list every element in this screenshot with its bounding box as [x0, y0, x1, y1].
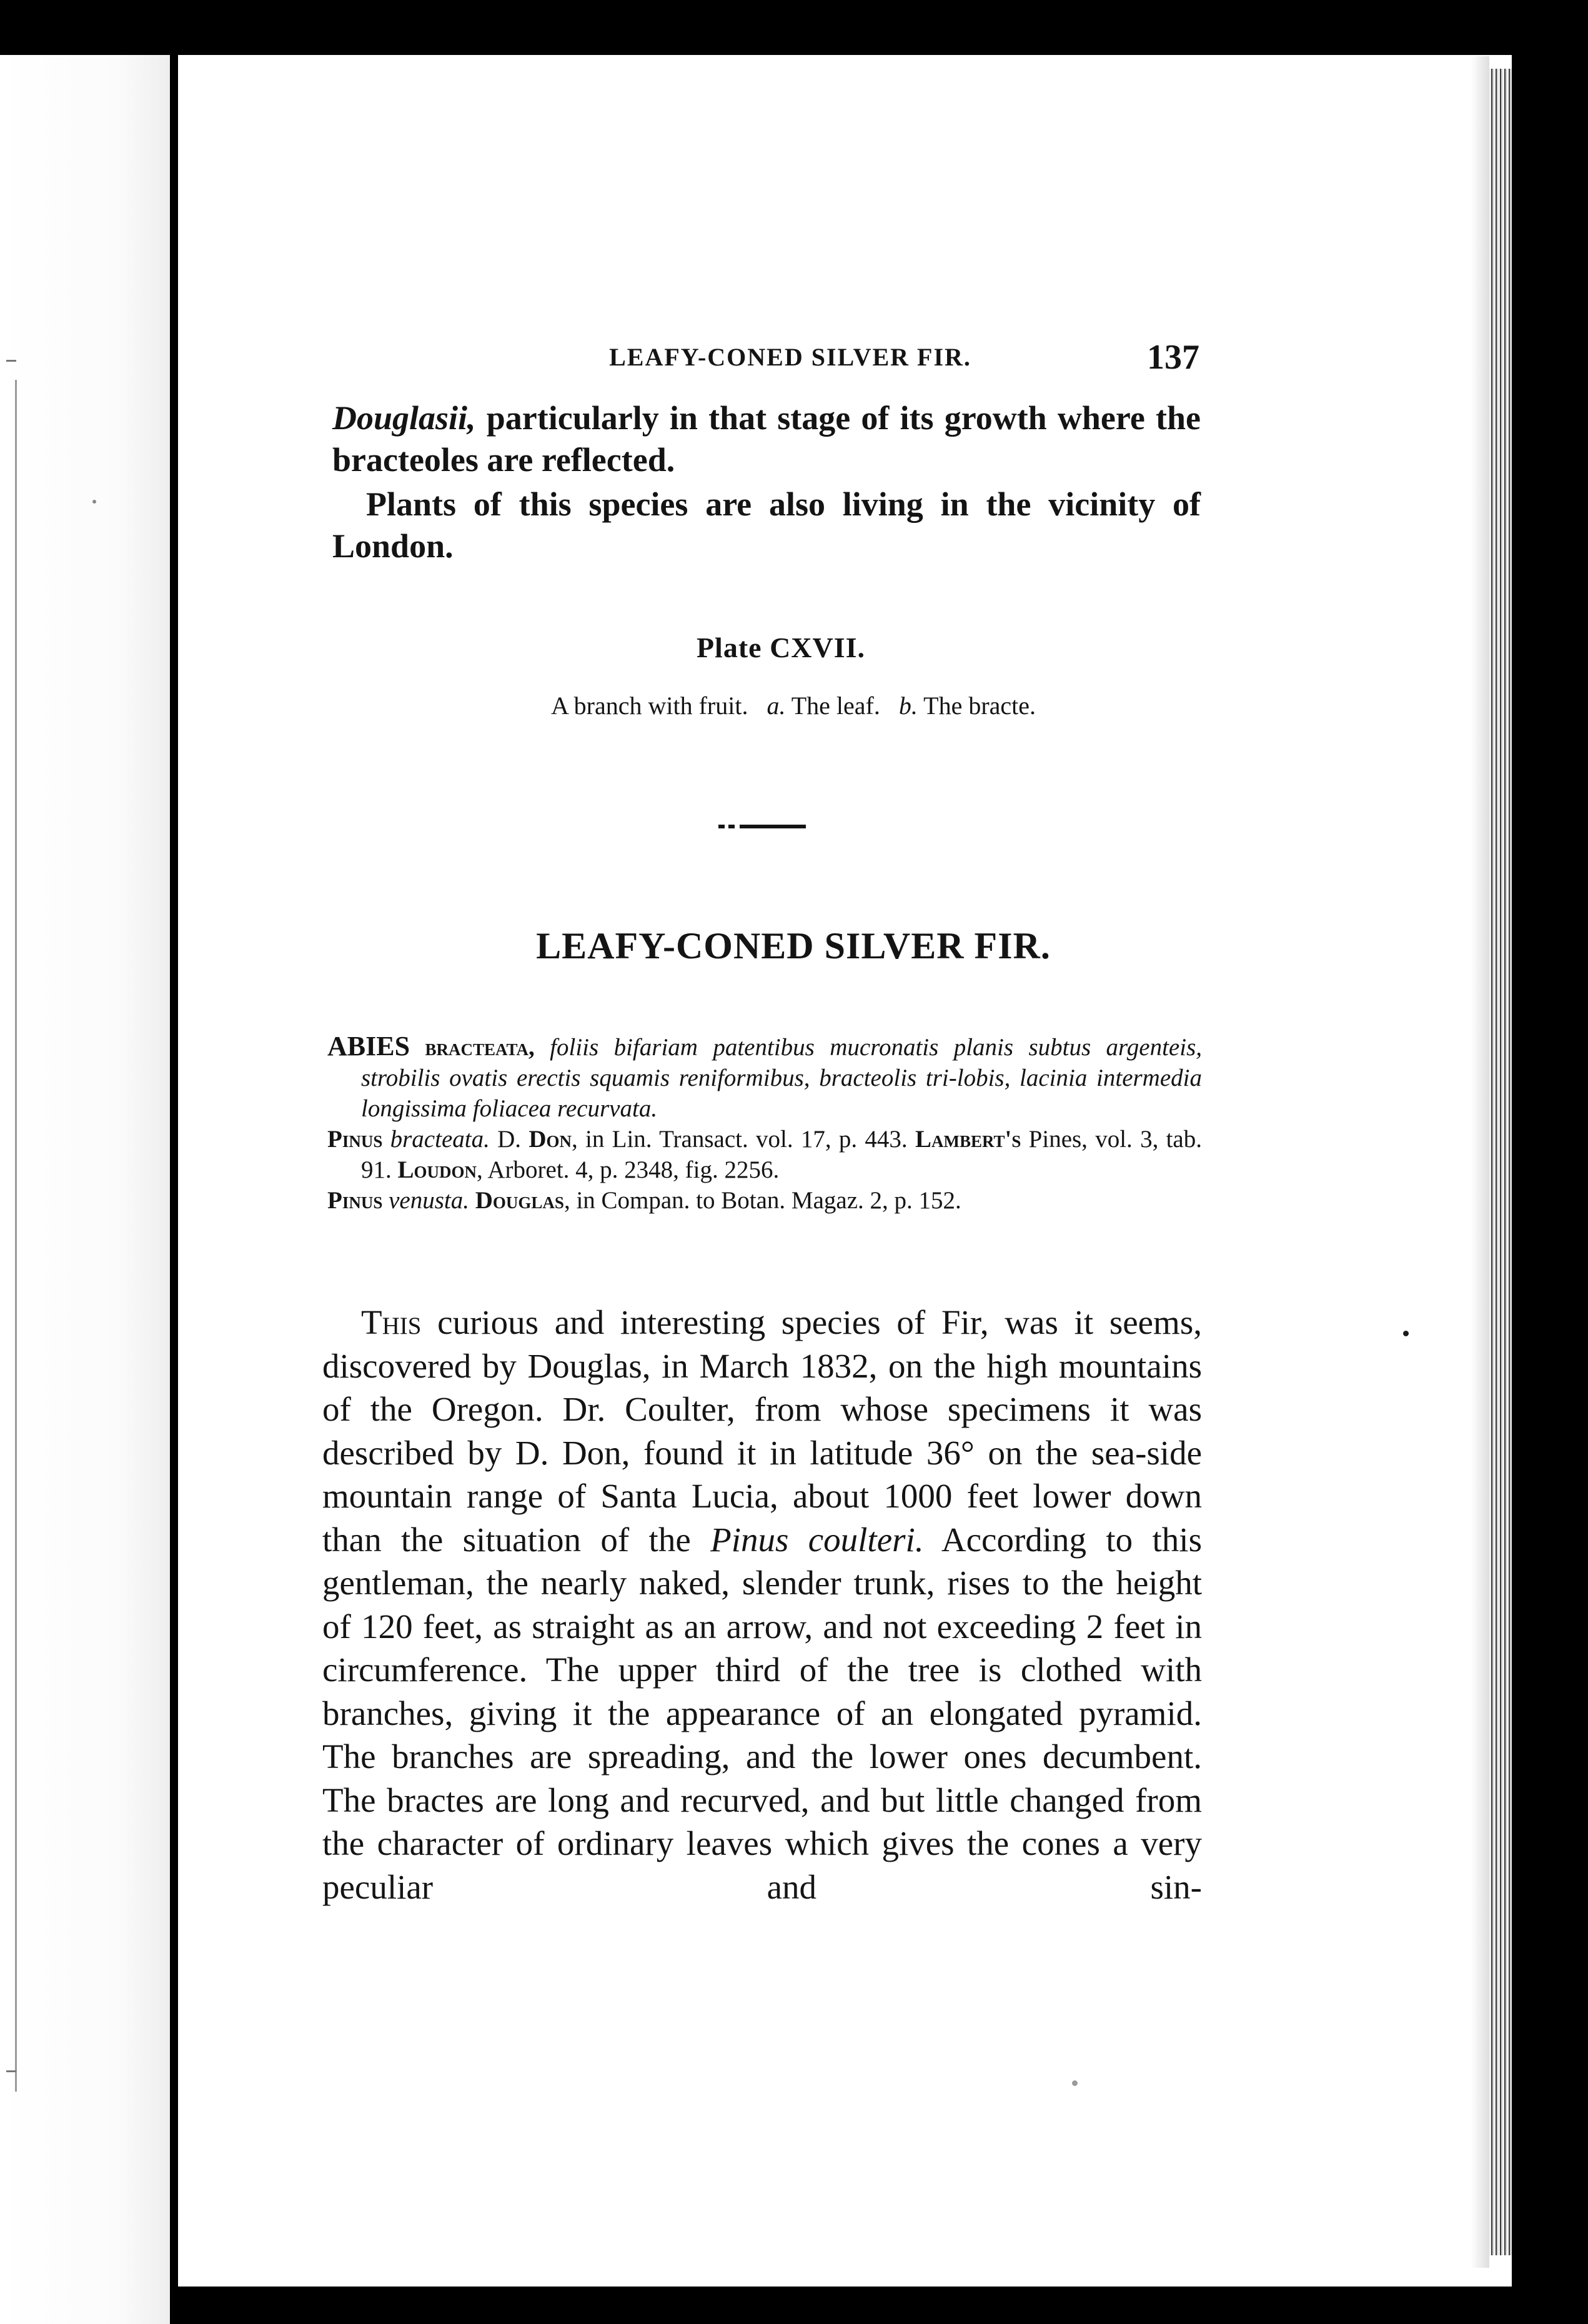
author-douglas: Douglas [469, 1187, 564, 1214]
ref-text: , in Lin. Transact. vol. 17, p. 443. [571, 1126, 915, 1153]
scan-right-border [1512, 0, 1588, 2324]
plate-caption [400, 691, 1187, 720]
plate-caption-leaf: The leaf. [785, 692, 880, 720]
author-lambert: Lambert's [915, 1126, 1021, 1153]
scan-speck [92, 500, 96, 504]
page-number: 137 [1147, 338, 1199, 377]
divider-dash [718, 825, 725, 828]
page-gutter-shadow [1471, 56, 1489, 2268]
plate-caption-label-a: a. [767, 692, 786, 720]
london-paragraph: Plants of this species are also living in the vicinity of London. [332, 485, 1201, 565]
plate-caption-label-b: b. [898, 692, 918, 720]
continuation-text: particularly in that stage of its growth where the bracteoles are reflected. [332, 399, 1201, 479]
synonym-abies [327, 1031, 1202, 1124]
facing-page-mark [6, 2070, 16, 2072]
synonym-pinus-venusta [327, 1185, 1202, 1216]
synonym-pinus-bracteata [327, 1124, 1202, 1185]
running-head: LEAFY-CONED SILVER FIR. [609, 343, 971, 371]
ref-text: D. [489, 1126, 529, 1153]
abies-species: bracteata, [410, 1034, 535, 1061]
plate-title: Plate CXVII. [696, 632, 866, 663]
abies-diagnosis: foliis bifariam patentibus mucronatis planis subtus argenteis, strobilis ovatis erectis squamis reniformibus, bracteolis tri-lobis, lacinia intermedia longissima foliacea recurvata. [361, 1034, 1202, 1122]
stacked-page-edges [1489, 69, 1512, 2255]
author-loudon: Loudon [397, 1156, 477, 1183]
ref-text: , in Compan. to Botan. Magaz. 2, p. 152. [563, 1187, 961, 1214]
pinus-species: venusta. [382, 1187, 469, 1214]
continuation-paragraph [332, 397, 1201, 481]
synonymy-block [327, 1031, 1202, 1216]
continuation-italic: Douglasii, [332, 399, 476, 437]
body-paragraph [322, 1301, 1202, 1909]
pinus-genus: Pinus [327, 1126, 383, 1153]
body-lead-word: This [361, 1303, 422, 1341]
divider-rule [740, 825, 806, 828]
facing-page-edge [0, 55, 170, 2324]
divider-dash [728, 825, 735, 828]
scan-speck [1403, 1331, 1409, 1336]
scan-top-border [0, 0, 1588, 55]
pinus-species: bracteata. [382, 1126, 490, 1153]
body-text: According to this gentleman, the nearly naked, slender trunk, rises to the height of 120 feet, as straight as an arrow, and not exceeding 2 feet in circumference. The upper third of the tree is clothed with branches, giving it the appearance of an elongated pyramid. The branches are spreading, and the lower ones decumbent. The bractes are long and recurved, and but little changed from the character of ordinary leaves which gives the cones a very peculiar and sin- [322, 1520, 1202, 1906]
plate-caption-bracte: The bracte. [917, 692, 1036, 720]
ref-text: , Arboret. 4, p. 2348, fig. 2256. [477, 1156, 780, 1183]
pinus-genus: Pinus [327, 1187, 383, 1214]
plate-caption-branch: A branch with fruit. [550, 692, 748, 720]
facing-page-rule [15, 380, 17, 2092]
section-title: LEAFY-CONED SILVER FIR. [536, 925, 1051, 966]
ref-text: Pines, vol. 3, tab. 91. [361, 1126, 1202, 1183]
section-divider [718, 825, 806, 828]
author-don: Don [529, 1126, 572, 1153]
scan-bottom-border [170, 2287, 1513, 2324]
facing-page-mark [6, 360, 16, 362]
abies-genus: ABIES [327, 1031, 410, 1061]
body-text: curious and interesting species of Fir, was it seems, discovered by Douglas, in March 1832, on the high mountains of the Oregon. Dr. Coulter, from whose specimens it was described by D. Don, found it in latitude 36° on the sea-side mountain range of Santa Lucia, about 1000 feet lower down than the situation of the [322, 1303, 1202, 1559]
scan-speck [1072, 2080, 1078, 2086]
body-italic: Pinus coulteri. [710, 1520, 924, 1559]
